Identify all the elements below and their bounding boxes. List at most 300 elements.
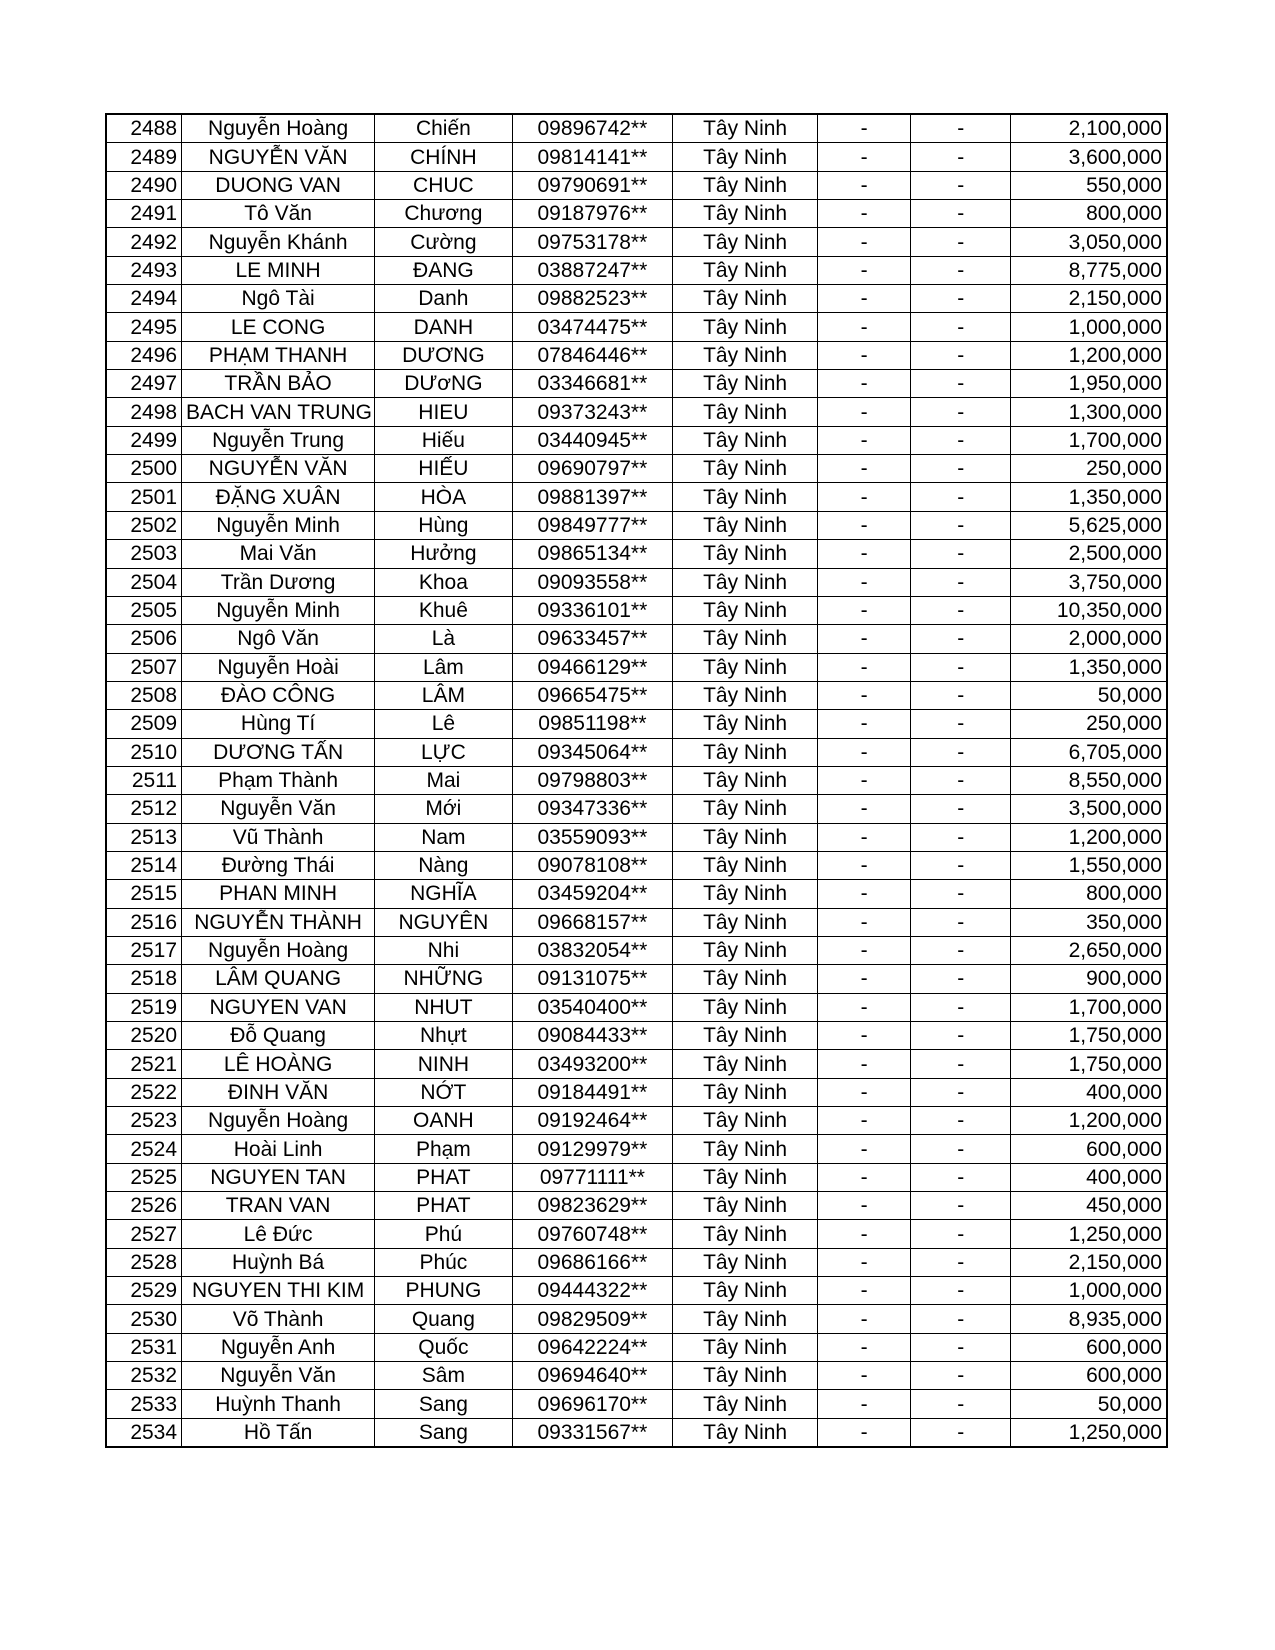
cell-phone: 09192464** — [512, 1107, 673, 1135]
cell-col7: - — [911, 313, 1011, 341]
table-row — [106, 823, 1167, 851]
cell-province: Tây Ninh — [673, 341, 818, 369]
cell-col6: - — [817, 681, 910, 709]
cell-col6: - — [817, 993, 910, 1021]
table-row — [106, 965, 1167, 993]
cell-province: Tây Ninh — [673, 681, 818, 709]
cell-col7: - — [911, 653, 1011, 681]
cell-col7: - — [911, 936, 1011, 964]
cell-col7: - — [911, 426, 1011, 454]
cell-given-name: Sang — [375, 1390, 512, 1418]
cell-amount: 2,150,000 — [1011, 1248, 1167, 1276]
cell-col7: - — [911, 681, 1011, 709]
cell-province: Tây Ninh — [673, 398, 818, 426]
cell-given-name: Hùng — [375, 511, 512, 539]
cell-surname: Nguyễn Anh — [182, 1333, 375, 1361]
cell-col6: - — [817, 1305, 910, 1333]
cell-col7: - — [911, 1390, 1011, 1418]
cell-index: 2521 — [106, 1050, 182, 1078]
cell-col7: - — [911, 1333, 1011, 1361]
table-row — [106, 114, 1167, 143]
table-row — [106, 880, 1167, 908]
cell-province: Tây Ninh — [673, 483, 818, 511]
cell-col7: - — [911, 483, 1011, 511]
cell-index: 2528 — [106, 1248, 182, 1276]
cell-col6: - — [817, 171, 910, 199]
table-row — [106, 625, 1167, 653]
table-row — [106, 511, 1167, 539]
cell-province: Tây Ninh — [673, 1107, 818, 1135]
cell-surname: NGUYEN TAN — [182, 1163, 375, 1191]
cell-province: Tây Ninh — [673, 795, 818, 823]
table-row — [106, 398, 1167, 426]
cell-amount: 600,000 — [1011, 1362, 1167, 1390]
cell-phone: 09084433** — [512, 1022, 673, 1050]
cell-phone: 03474475** — [512, 313, 673, 341]
cell-amount: 600,000 — [1011, 1135, 1167, 1163]
cell-surname: Tô Văn — [182, 200, 375, 228]
cell-col7: - — [911, 738, 1011, 766]
table-row — [106, 1390, 1167, 1418]
cell-col7: - — [911, 1050, 1011, 1078]
cell-phone: 09078108** — [512, 851, 673, 879]
cell-province: Tây Ninh — [673, 1135, 818, 1163]
table-row — [106, 681, 1167, 709]
cell-surname: TRẦN BẢO — [182, 370, 375, 398]
cell-col7: - — [911, 256, 1011, 284]
cell-given-name: Chiến — [375, 114, 512, 143]
cell-col6: - — [817, 908, 910, 936]
cell-phone: 03887247** — [512, 256, 673, 284]
cell-surname: LÊ HOÀNG — [182, 1050, 375, 1078]
cell-surname: Nguyễn Minh — [182, 511, 375, 539]
cell-col7: - — [911, 455, 1011, 483]
cell-amount: 8,775,000 — [1011, 256, 1167, 284]
table-row — [106, 993, 1167, 1021]
cell-index: 2498 — [106, 398, 182, 426]
cell-given-name: HIEU — [375, 398, 512, 426]
cell-phone: 03346681** — [512, 370, 673, 398]
cell-province: Tây Ninh — [673, 200, 818, 228]
cell-col7: - — [911, 596, 1011, 624]
cell-province: Tây Ninh — [673, 1163, 818, 1191]
cell-phone: 09642224** — [512, 1333, 673, 1361]
table-row — [106, 596, 1167, 624]
cell-province: Tây Ninh — [673, 143, 818, 171]
cell-index: 2512 — [106, 795, 182, 823]
cell-index: 2501 — [106, 483, 182, 511]
cell-col7: - — [911, 1107, 1011, 1135]
cell-given-name: OANH — [375, 1107, 512, 1135]
cell-index: 2497 — [106, 370, 182, 398]
cell-amount: 50,000 — [1011, 1390, 1167, 1418]
cell-col6: - — [817, 1333, 910, 1361]
table-row — [106, 228, 1167, 256]
table-row — [106, 200, 1167, 228]
cell-province: Tây Ninh — [673, 1078, 818, 1106]
cell-amount: 600,000 — [1011, 1333, 1167, 1361]
cell-province: Tây Ninh — [673, 540, 818, 568]
cell-given-name: NHỮNG — [375, 965, 512, 993]
cell-col7: - — [911, 398, 1011, 426]
cell-index: 2508 — [106, 681, 182, 709]
cell-amount: 1,200,000 — [1011, 823, 1167, 851]
cell-col7: - — [911, 1248, 1011, 1276]
cell-amount: 1,000,000 — [1011, 313, 1167, 341]
cell-phone: 09093558** — [512, 568, 673, 596]
cell-province: Tây Ninh — [673, 426, 818, 454]
cell-col6: - — [817, 1390, 910, 1418]
cell-col7: - — [911, 908, 1011, 936]
cell-given-name: Hưởng — [375, 540, 512, 568]
cell-col6: - — [817, 653, 910, 681]
cell-given-name: Khoa — [375, 568, 512, 596]
table-row — [106, 426, 1167, 454]
cell-amount: 8,550,000 — [1011, 766, 1167, 794]
cell-col7: - — [911, 228, 1011, 256]
table-row — [106, 1107, 1167, 1135]
cell-col6: - — [817, 256, 910, 284]
cell-phone: 09345064** — [512, 738, 673, 766]
cell-surname: PHẠM THANH — [182, 341, 375, 369]
cell-surname: Nguyễn Trung — [182, 426, 375, 454]
cell-col6: - — [817, 313, 910, 341]
table-row — [106, 1135, 1167, 1163]
cell-given-name: Nam — [375, 823, 512, 851]
cell-amount: 1,700,000 — [1011, 426, 1167, 454]
cell-given-name: Phúc — [375, 1248, 512, 1276]
cell-phone: 09849777** — [512, 511, 673, 539]
cell-surname: ĐẶNG XUÂN — [182, 483, 375, 511]
cell-given-name: NGUYÊN — [375, 908, 512, 936]
cell-province: Tây Ninh — [673, 1305, 818, 1333]
cell-surname: BACH VAN TRUNG — [182, 398, 375, 426]
cell-province: Tây Ninh — [673, 256, 818, 284]
cell-given-name: Phú — [375, 1220, 512, 1248]
cell-province: Tây Ninh — [673, 1333, 818, 1361]
cell-given-name: Lâm — [375, 653, 512, 681]
cell-surname: NGUYỄN VĂN — [182, 455, 375, 483]
cell-province: Tây Ninh — [673, 625, 818, 653]
cell-province: Tây Ninh — [673, 936, 818, 964]
table-row — [106, 1022, 1167, 1050]
table-row — [106, 1418, 1167, 1447]
cell-col7: - — [911, 880, 1011, 908]
cell-index: 2530 — [106, 1305, 182, 1333]
cell-phone: 03459204** — [512, 880, 673, 908]
cell-given-name: Chương — [375, 200, 512, 228]
cell-surname: Ngô Tài — [182, 285, 375, 313]
cell-col7: - — [911, 1305, 1011, 1333]
cell-phone: 09373243** — [512, 398, 673, 426]
cell-phone: 09444322** — [512, 1277, 673, 1305]
cell-amount: 450,000 — [1011, 1192, 1167, 1220]
cell-col6: - — [817, 795, 910, 823]
cell-amount: 1,950,000 — [1011, 370, 1167, 398]
table-row — [106, 370, 1167, 398]
cell-amount: 1,000,000 — [1011, 1277, 1167, 1305]
cell-index: 2522 — [106, 1078, 182, 1106]
cell-phone: 03540400** — [512, 993, 673, 1021]
cell-phone: 09696170** — [512, 1390, 673, 1418]
cell-col7: - — [911, 511, 1011, 539]
cell-amount: 400,000 — [1011, 1078, 1167, 1106]
cell-surname: Trần Dương — [182, 568, 375, 596]
cell-given-name: HIẾU — [375, 455, 512, 483]
table-row — [106, 313, 1167, 341]
cell-amount: 2,500,000 — [1011, 540, 1167, 568]
cell-surname: Nguyễn Văn — [182, 795, 375, 823]
cell-amount: 1,250,000 — [1011, 1220, 1167, 1248]
cell-given-name: Lê — [375, 710, 512, 738]
cell-col7: - — [911, 795, 1011, 823]
cell-amount: 1,750,000 — [1011, 1050, 1167, 1078]
cell-amount: 1,350,000 — [1011, 483, 1167, 511]
cell-col7: - — [911, 965, 1011, 993]
cell-col6: - — [817, 1078, 910, 1106]
cell-amount: 250,000 — [1011, 710, 1167, 738]
cell-phone: 09668157** — [512, 908, 673, 936]
cell-surname: Mai Văn — [182, 540, 375, 568]
cell-province: Tây Ninh — [673, 710, 818, 738]
cell-given-name: NỚT — [375, 1078, 512, 1106]
cell-surname: Vũ Thành — [182, 823, 375, 851]
cell-amount: 2,150,000 — [1011, 285, 1167, 313]
cell-col7: - — [911, 200, 1011, 228]
cell-phone: 09771111** — [512, 1163, 673, 1191]
cell-index: 2502 — [106, 511, 182, 539]
cell-amount: 1,700,000 — [1011, 993, 1167, 1021]
cell-province: Tây Ninh — [673, 1220, 818, 1248]
cell-province: Tây Ninh — [673, 171, 818, 199]
cell-amount: 550,000 — [1011, 171, 1167, 199]
cell-province: Tây Ninh — [673, 1277, 818, 1305]
cell-index: 2489 — [106, 143, 182, 171]
cell-col7: - — [911, 1022, 1011, 1050]
cell-given-name: PHAT — [375, 1192, 512, 1220]
cell-province: Tây Ninh — [673, 993, 818, 1021]
cell-surname: Đỗ Quang — [182, 1022, 375, 1050]
table-row — [106, 1163, 1167, 1191]
cell-phone: 09798803** — [512, 766, 673, 794]
table-row — [106, 483, 1167, 511]
cell-given-name: NHUT — [375, 993, 512, 1021]
cell-surname: Võ Thành — [182, 1305, 375, 1333]
cell-col7: - — [911, 851, 1011, 879]
cell-surname: Nguyễn Minh — [182, 596, 375, 624]
cell-phone: 09882523** — [512, 285, 673, 313]
cell-phone: 09814141** — [512, 143, 673, 171]
cell-col6: - — [817, 341, 910, 369]
cell-col6: - — [817, 625, 910, 653]
cell-index: 2511 — [106, 766, 182, 794]
cell-col7: - — [911, 823, 1011, 851]
table-row — [106, 1305, 1167, 1333]
cell-province: Tây Ninh — [673, 1022, 818, 1050]
cell-col6: - — [817, 1022, 910, 1050]
table-row — [106, 171, 1167, 199]
cell-phone: 09131075** — [512, 965, 673, 993]
cell-surname: Nguyễn Hoàng — [182, 1107, 375, 1135]
table-row — [106, 1050, 1167, 1078]
cell-province: Tây Ninh — [673, 1390, 818, 1418]
cell-surname: Lê Đức — [182, 1220, 375, 1248]
cell-given-name: LÂM — [375, 681, 512, 709]
cell-amount: 1,350,000 — [1011, 653, 1167, 681]
cell-index: 2531 — [106, 1333, 182, 1361]
cell-col7: - — [911, 1078, 1011, 1106]
cell-surname: TRAN VAN — [182, 1192, 375, 1220]
cell-col6: - — [817, 1107, 910, 1135]
cell-province: Tây Ninh — [673, 285, 818, 313]
cell-phone: 09823629** — [512, 1192, 673, 1220]
cell-index: 2495 — [106, 313, 182, 341]
cell-surname: NGUYEN VAN — [182, 993, 375, 1021]
cell-phone: 09881397** — [512, 483, 673, 511]
cell-index: 2517 — [106, 936, 182, 964]
data-table — [105, 113, 1168, 1448]
table-row — [106, 285, 1167, 313]
table-row — [106, 1362, 1167, 1390]
cell-surname: NGUYỄN THÀNH — [182, 908, 375, 936]
table-row — [106, 738, 1167, 766]
cell-surname: Nguyễn Khánh — [182, 228, 375, 256]
cell-col6: - — [817, 228, 910, 256]
table-row — [106, 341, 1167, 369]
table-row — [106, 1220, 1167, 1248]
table-row — [106, 851, 1167, 879]
cell-surname: Đường Thái — [182, 851, 375, 879]
cell-index: 2504 — [106, 568, 182, 596]
cell-col7: - — [911, 1362, 1011, 1390]
cell-given-name: LỰC — [375, 738, 512, 766]
cell-index: 2513 — [106, 823, 182, 851]
cell-province: Tây Ninh — [673, 568, 818, 596]
cell-province: Tây Ninh — [673, 653, 818, 681]
cell-phone: 03559093** — [512, 823, 673, 851]
cell-surname: NGUYỄN VĂN — [182, 143, 375, 171]
cell-col6: - — [817, 596, 910, 624]
cell-phone: 09336101** — [512, 596, 673, 624]
cell-col6: - — [817, 568, 910, 596]
cell-province: Tây Ninh — [673, 766, 818, 794]
cell-phone: 09466129** — [512, 653, 673, 681]
cell-col7: - — [911, 710, 1011, 738]
cell-col7: - — [911, 766, 1011, 794]
cell-phone: 09347336** — [512, 795, 673, 823]
cell-amount: 1,550,000 — [1011, 851, 1167, 879]
cell-amount: 250,000 — [1011, 455, 1167, 483]
table-row — [106, 1333, 1167, 1361]
cell-surname: Nguyễn Hoàng — [182, 114, 375, 143]
cell-index: 2500 — [106, 455, 182, 483]
cell-col6: - — [817, 965, 910, 993]
cell-index: 2534 — [106, 1418, 182, 1447]
cell-amount: 1,300,000 — [1011, 398, 1167, 426]
cell-amount: 1,750,000 — [1011, 1022, 1167, 1050]
cell-phone: 03440945** — [512, 426, 673, 454]
cell-amount: 3,750,000 — [1011, 568, 1167, 596]
cell-col6: - — [817, 936, 910, 964]
cell-amount: 1,200,000 — [1011, 341, 1167, 369]
cell-index: 2514 — [106, 851, 182, 879]
cell-index: 2491 — [106, 200, 182, 228]
cell-given-name: Sang — [375, 1418, 512, 1447]
cell-province: Tây Ninh — [673, 511, 818, 539]
cell-index: 2499 — [106, 426, 182, 454]
cell-given-name: Mai — [375, 766, 512, 794]
cell-amount: 800,000 — [1011, 200, 1167, 228]
cell-index: 2533 — [106, 1390, 182, 1418]
cell-col7: - — [911, 540, 1011, 568]
cell-phone: 09184491** — [512, 1078, 673, 1106]
cell-province: Tây Ninh — [673, 313, 818, 341]
cell-col6: - — [817, 540, 910, 568]
cell-surname: ĐÀO CÔNG — [182, 681, 375, 709]
cell-col6: - — [817, 1192, 910, 1220]
cell-index: 2488 — [106, 114, 182, 143]
cell-index: 2507 — [106, 653, 182, 681]
cell-index: 2520 — [106, 1022, 182, 1050]
cell-province: Tây Ninh — [673, 823, 818, 851]
cell-given-name: DƯƠNG — [375, 341, 512, 369]
cell-given-name: DANH — [375, 313, 512, 341]
table-row — [106, 143, 1167, 171]
cell-amount: 1,200,000 — [1011, 1107, 1167, 1135]
cell-index: 2526 — [106, 1192, 182, 1220]
cell-amount: 50,000 — [1011, 681, 1167, 709]
cell-col7: - — [911, 171, 1011, 199]
cell-given-name: Hiếu — [375, 426, 512, 454]
cell-col6: - — [817, 1362, 910, 1390]
cell-phone: 09829509** — [512, 1305, 673, 1333]
cell-surname: Ngô Văn — [182, 625, 375, 653]
cell-index: 2532 — [106, 1362, 182, 1390]
cell-surname: Phạm Thành — [182, 766, 375, 794]
cell-given-name: Quốc — [375, 1333, 512, 1361]
cell-col6: - — [817, 1418, 910, 1447]
cell-phone: 09129979** — [512, 1135, 673, 1163]
cell-col6: - — [817, 455, 910, 483]
cell-given-name: PHUNG — [375, 1277, 512, 1305]
cell-col6: - — [817, 1220, 910, 1248]
cell-province: Tây Ninh — [673, 1192, 818, 1220]
cell-surname: NGUYEN THI KIM — [182, 1277, 375, 1305]
cell-index: 2509 — [106, 710, 182, 738]
cell-index: 2519 — [106, 993, 182, 1021]
cell-index: 2510 — [106, 738, 182, 766]
cell-surname: Hồ Tấn — [182, 1418, 375, 1447]
cell-given-name: Danh — [375, 285, 512, 313]
cell-phone: 03832054** — [512, 936, 673, 964]
cell-province: Tây Ninh — [673, 114, 818, 143]
cell-col6: - — [817, 1135, 910, 1163]
cell-given-name: HÒA — [375, 483, 512, 511]
cell-col7: - — [911, 285, 1011, 313]
cell-given-name: Là — [375, 625, 512, 653]
cell-col6: - — [817, 370, 910, 398]
cell-col7: - — [911, 370, 1011, 398]
cell-index: 2506 — [106, 625, 182, 653]
cell-col7: - — [911, 1192, 1011, 1220]
cell-surname: Huỳnh Thanh — [182, 1390, 375, 1418]
cell-phone: 09753178** — [512, 228, 673, 256]
cell-province: Tây Ninh — [673, 908, 818, 936]
cell-surname: DUONG VAN — [182, 171, 375, 199]
cell-amount: 2,000,000 — [1011, 625, 1167, 653]
table-row — [106, 766, 1167, 794]
cell-col6: - — [817, 511, 910, 539]
